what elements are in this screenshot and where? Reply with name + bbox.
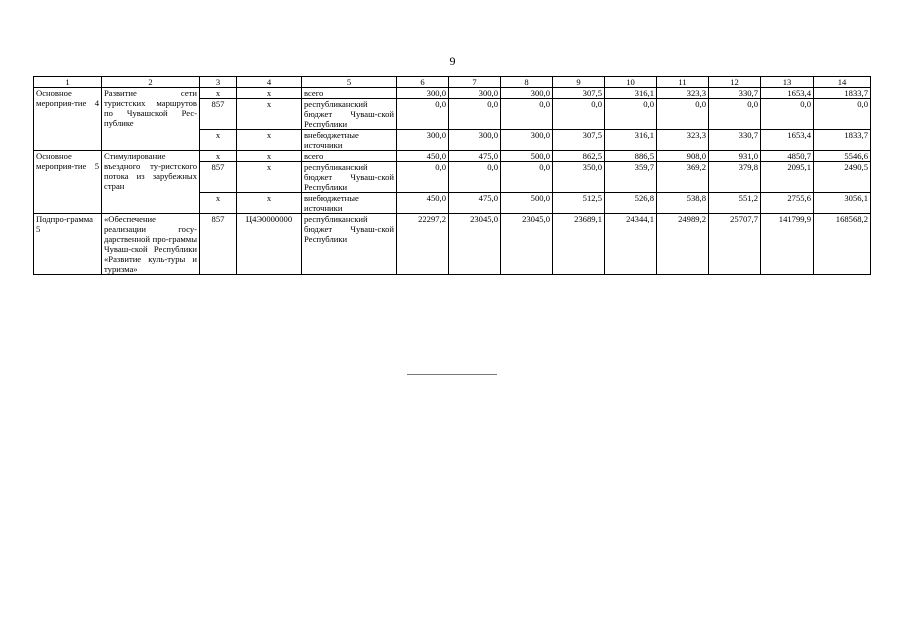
value-cell: 500,0 bbox=[501, 193, 553, 214]
header-cell: 7 bbox=[449, 77, 501, 88]
value-cell: 862,5 bbox=[553, 151, 605, 162]
value-cell: 300,0 bbox=[449, 88, 501, 99]
page-number: 9 bbox=[449, 54, 456, 68]
value-cell: 0,0 bbox=[397, 162, 449, 193]
admin-code-cell: 857 bbox=[200, 214, 237, 275]
value-cell: 908,0 bbox=[657, 151, 709, 162]
value-cell: 475,0 bbox=[449, 193, 501, 214]
value-cell: 2095,1 bbox=[761, 162, 814, 193]
value-cell: 330,7 bbox=[709, 130, 761, 151]
value-cell: 0,0 bbox=[501, 99, 553, 130]
header-cell: 13 bbox=[761, 77, 814, 88]
value-cell: 23045,0 bbox=[501, 214, 553, 275]
value-cell: 350,0 bbox=[553, 162, 605, 193]
funding-source-cell: республиканский бюджет Чуваш-ской Республики bbox=[302, 162, 397, 193]
header-cell: 10 bbox=[605, 77, 657, 88]
admin-code-cell: х bbox=[200, 151, 237, 162]
value-cell: 1653,4 bbox=[761, 130, 814, 151]
value-cell: 316,1 bbox=[605, 130, 657, 151]
header-cell: 4 bbox=[237, 77, 302, 88]
value-cell: 24989,2 bbox=[657, 214, 709, 275]
value-cell: 526,8 bbox=[605, 193, 657, 214]
event-title-cell: Стимулирование въездного ту-ристского потока из зарубежных стран bbox=[102, 151, 200, 214]
value-cell: 500,0 bbox=[501, 151, 553, 162]
value-cell: 2755,6 bbox=[761, 193, 814, 214]
header-cell: 14 bbox=[814, 77, 871, 88]
admin-code-cell: 857 bbox=[200, 99, 237, 130]
value-cell: 307,5 bbox=[553, 130, 605, 151]
value-cell: 0,0 bbox=[657, 99, 709, 130]
header-cell: 1 bbox=[34, 77, 102, 88]
value-cell: 450,0 bbox=[397, 151, 449, 162]
header-cell: 11 bbox=[657, 77, 709, 88]
funding-source-cell: республиканский бюджет Чуваш-ской Республики bbox=[302, 99, 397, 130]
value-cell: 0,0 bbox=[605, 99, 657, 130]
value-cell: 168568,2 bbox=[814, 214, 871, 275]
value-cell: 316,1 bbox=[605, 88, 657, 99]
admin-code-cell: х bbox=[200, 88, 237, 99]
value-cell: 300,0 bbox=[397, 130, 449, 151]
value-cell: 359,7 bbox=[605, 162, 657, 193]
value-cell: 307,5 bbox=[553, 88, 605, 99]
value-cell: 512,5 bbox=[553, 193, 605, 214]
value-cell: 5546,6 bbox=[814, 151, 871, 162]
value-cell: 1653,4 bbox=[761, 88, 814, 99]
value-cell: 2490,5 bbox=[814, 162, 871, 193]
value-cell: 23689,1 bbox=[553, 214, 605, 275]
value-cell: 23045,0 bbox=[449, 214, 501, 275]
value-cell: 1833,7 bbox=[814, 88, 871, 99]
value-cell: 450,0 bbox=[397, 193, 449, 214]
value-cell: 141799,9 bbox=[761, 214, 814, 275]
event-name-cell: Подпро-грамма 5 bbox=[34, 214, 102, 275]
value-cell: 300,0 bbox=[501, 88, 553, 99]
value-cell: 0,0 bbox=[397, 99, 449, 130]
value-cell: 475,0 bbox=[449, 151, 501, 162]
value-cell: 0,0 bbox=[814, 99, 871, 130]
funding-source-cell: всего bbox=[302, 151, 397, 162]
value-cell: 0,0 bbox=[449, 99, 501, 130]
value-cell: 22297,2 bbox=[397, 214, 449, 275]
funding-source-cell: внебюджетные источники bbox=[302, 130, 397, 151]
classification-code-cell: Ц4Э0000000 bbox=[237, 214, 302, 275]
funding-source-cell: всего bbox=[302, 88, 397, 99]
value-cell: 0,0 bbox=[709, 99, 761, 130]
table-row bbox=[34, 88, 871, 99]
classification-code-cell: х bbox=[237, 130, 302, 151]
admin-code-cell: х bbox=[200, 130, 237, 151]
classification-code-cell: х bbox=[237, 151, 302, 162]
value-cell: 931,0 bbox=[709, 151, 761, 162]
event-title-cell: «Обеспечение реализации госу-дарственной про-граммы Чуваш-ской Республики «Развитие куль-туры и туризма» bbox=[102, 214, 200, 275]
admin-code-cell: 857 bbox=[200, 162, 237, 193]
classification-code-cell: х bbox=[237, 193, 302, 214]
value-cell: 3056,1 bbox=[814, 193, 871, 214]
value-cell: 323,3 bbox=[657, 88, 709, 99]
funding-source-cell: внебюджетные источники bbox=[302, 193, 397, 214]
value-cell: 24344,1 bbox=[605, 214, 657, 275]
value-cell: 300,0 bbox=[501, 130, 553, 151]
value-cell: 369,2 bbox=[657, 162, 709, 193]
value-cell: 0,0 bbox=[761, 99, 814, 130]
header-cell: 3 bbox=[200, 77, 237, 88]
value-cell: 300,0 bbox=[397, 88, 449, 99]
value-cell: 551,2 bbox=[709, 193, 761, 214]
value-cell: 0,0 bbox=[501, 162, 553, 193]
value-cell: 323,3 bbox=[657, 130, 709, 151]
table-row bbox=[34, 214, 871, 275]
header-cell: 12 bbox=[709, 77, 761, 88]
end-separator-line bbox=[407, 374, 497, 375]
header-cell: 8 bbox=[501, 77, 553, 88]
value-cell: 25707,7 bbox=[709, 214, 761, 275]
value-cell: 379,8 bbox=[709, 162, 761, 193]
header-cell: 9 bbox=[553, 77, 605, 88]
header-cell: 6 bbox=[397, 77, 449, 88]
value-cell: 1833,7 bbox=[814, 130, 871, 151]
event-title-cell: Развитие сети туристских маршрутов по Чувашской Рес-публике bbox=[102, 88, 200, 151]
budget-table bbox=[33, 76, 871, 275]
value-cell: 886,5 bbox=[605, 151, 657, 162]
classification-code-cell: х bbox=[237, 88, 302, 99]
admin-code-cell: х bbox=[200, 193, 237, 214]
table-header-row bbox=[34, 77, 871, 88]
classification-code-cell: х bbox=[237, 162, 302, 193]
value-cell: 300,0 bbox=[449, 130, 501, 151]
value-cell: 4850,7 bbox=[761, 151, 814, 162]
funding-source-cell: республиканский бюджет Чуваш-ской Республики bbox=[302, 214, 397, 275]
event-name-cell: Основное мероприя-тие 5 bbox=[34, 151, 102, 214]
value-cell: 538,8 bbox=[657, 193, 709, 214]
value-cell: 0,0 bbox=[449, 162, 501, 193]
table-row bbox=[34, 151, 871, 162]
value-cell: 0,0 bbox=[553, 99, 605, 130]
value-cell: 330,7 bbox=[709, 88, 761, 99]
classification-code-cell: х bbox=[237, 99, 302, 130]
event-name-cell: Основное мероприя-тие 4 bbox=[34, 88, 102, 151]
header-cell: 2 bbox=[102, 77, 200, 88]
header-cell: 5 bbox=[302, 77, 397, 88]
